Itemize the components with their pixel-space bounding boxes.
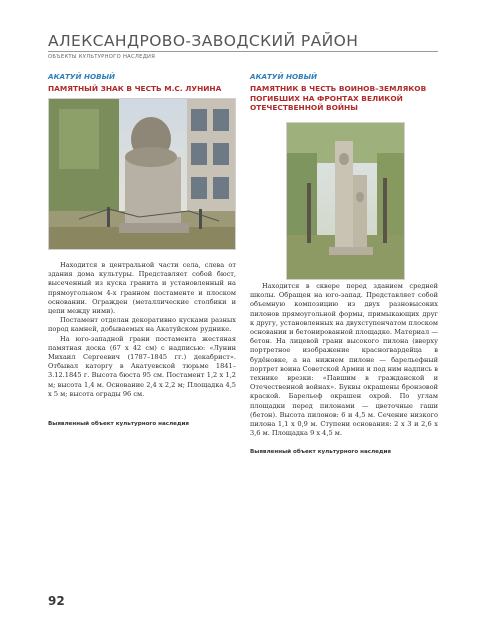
page-number: 92 (48, 594, 65, 608)
left-monument-title: ПАМЯТНЫЙ ЗНАК В ЧЕСТЬ М.С. ЛУНИНА (48, 84, 222, 93)
region-title: АЛЕКСАНДРОВО-ЗАВОДСКИЙ РАЙОН (48, 32, 359, 50)
right-heritage-note: Выявленный объект культурного наследия (250, 449, 391, 455)
right-column (250, 72, 438, 455)
left-description (48, 261, 236, 399)
right-description (250, 282, 438, 438)
right-paragraph: Находится в сквере перед зданием средней школы. Обращен на юго-запад. Представляет собой объемную композицию из двух разновысоких пилонов прямоугольной формы, примыкающих друг к другу, установленных на двухступенчатом плоском основании и бетонированной площадке. Материал — бетон. На лицевой грани высокого пилона (вверху портретное изображение красногвардейца в будёновке, а на нижнем пилоне — барельефный портрет воина Советской Армии и под ним надпись в технике врезки: «Павшим в гражданской и Отечественной войнах». Буквы окрашены бронзовой краской. Барельеф окрашен охрой. По углам площадки перед пилонами — цветочные гаши (бетон). Высота пилонов: 6 и 4,5 м. Сечение низкого пилона 1,1 х 0,9 м. Ступени основания: 2 х 3 и 2,6 х 3,6 м. Площадка 9 х 4,5 м. (250, 282, 438, 438)
section-subtitle: ОБЪЕКТЫ КУЛЬТУРНОГО НАСЛЕДИЯ (48, 54, 156, 60)
left-column (48, 72, 236, 427)
left-paragraph: Находится в центральной части села, слева от здания дома культуры. Представляет собой бюст, высеченный из куска гранита и установленный на прямоугольном 4-х гранном постаменте и плоском основании. Огражден (металлические столбики и цепи между ними). (48, 261, 236, 316)
left-heritage-note: Выявленный объект культурного наследия (48, 421, 189, 427)
header-divider (48, 51, 438, 52)
right-village-name: АКАТУЙ НОВЫЙ (250, 72, 318, 81)
page-header (48, 32, 438, 60)
lunin-bust-photo (48, 98, 236, 250)
left-village-name: АКАТУЙ НОВЫЙ (48, 72, 116, 81)
left-paragraph: На юго-западной грани постамента жестяная памятная доска (67 х 42 см) с надписью: «Лунин Михаил Сергеевич (1787–1845 гг.) декабрист». Отбывал каторгу в Акатуевской тюрьме 1841–3.12.1845 г. Высота бюста 95 см. Постамент 1,2 х 1,2 м; высота 1,4 м. Основание 2,4 х 2,2 м; Площадка 4,5 х 5 м; высота ограды 96 см. (48, 334, 236, 398)
left-paragraph: Постамент отделан декоративно кусками разных пород камней, добываемых на Акатуйском руднике. (48, 316, 236, 334)
right-monument-title: ПАМЯТНИК В ЧЕСТЬ ВОИНОВ–ЗЕМЛЯКОВ ПОГИБШИХ НА ФРОНТАХ ВЕЛИКОЙ ОТЕЧЕСТВЕННОЙ ВОЙНЫ (250, 84, 427, 112)
war-memorial-photo (286, 122, 405, 280)
